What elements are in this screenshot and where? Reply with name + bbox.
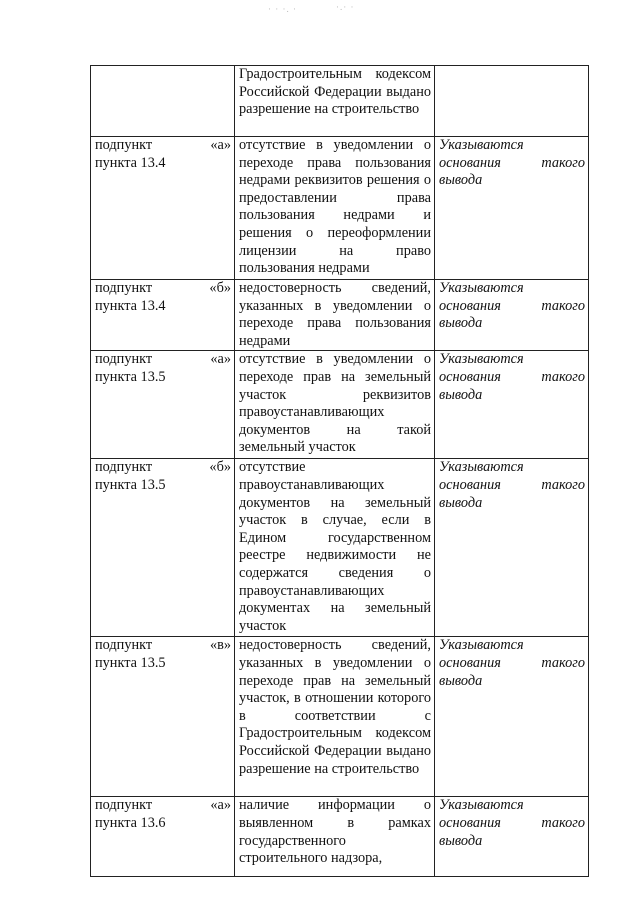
ref-line	[95, 280, 231, 298]
table-row	[91, 351, 589, 459]
text-cell	[235, 637, 435, 797]
reason-text	[439, 351, 585, 404]
reason-text	[439, 459, 585, 512]
ref-subpoint: подпункт	[95, 137, 153, 153]
ref-line	[95, 137, 231, 155]
ref-point: пункта 13.5	[95, 476, 166, 493]
text-cell	[235, 137, 435, 280]
reason-text	[439, 797, 585, 850]
reason-line-1: Указываются	[439, 459, 524, 476]
ref-subpoint: подпункт	[95, 459, 153, 476]
reason-word: такого	[541, 154, 585, 171]
ref-line	[95, 637, 231, 655]
ref-cell	[91, 459, 235, 637]
reason-line-2	[439, 369, 585, 387]
reason-line-1: Указываются	[439, 280, 524, 296]
ref-subpoint: подпункт	[95, 280, 153, 296]
reason-text	[439, 137, 585, 190]
condition-text: отсутствие в уведомлении о переходе права пользования недрами реквизитов решения о предоставлении права пользования недрами и решения о переоформлении лицензии на право пользования недрами	[239, 137, 431, 277]
reason-word: такого	[541, 814, 585, 831]
reason-word: основания	[439, 814, 501, 831]
reason-word: такого	[541, 476, 585, 493]
reason-text	[439, 637, 585, 690]
reason-line-3: вывода	[439, 832, 483, 849]
reason-line-2	[439, 655, 585, 673]
table-row	[91, 137, 589, 280]
reason-word: основания	[439, 154, 501, 171]
reason-word: основания	[439, 476, 501, 493]
reason-line-2	[439, 155, 585, 173]
reason-cell	[435, 459, 589, 637]
condition-text: отсутствие в уведомлении о переходе прав на земельный участок реквизитов правоустанавливающих документов на такой земельный участок	[239, 351, 431, 456]
continuation-text: Градостроительным кодексом Российской Федерации выдано разрешение на строительство	[239, 66, 431, 118]
ref-letter: «в»	[209, 637, 231, 654]
reason-cell	[435, 280, 589, 351]
document-table	[90, 65, 589, 877]
reason-word: основания	[439, 654, 501, 671]
reason-line-2	[439, 815, 585, 833]
reason-cell	[435, 351, 589, 459]
reason-line-3: вывода	[439, 172, 483, 189]
ref-cell	[91, 637, 235, 797]
reason-line-1: Указываются	[439, 637, 524, 654]
text-cell	[235, 351, 435, 459]
ref-point: пункта 13.6	[95, 814, 166, 831]
scan-noise: ·.· ·	[336, 2, 355, 12]
reason-line-3: вывода	[439, 315, 483, 332]
reason-line-3: вывода	[439, 494, 483, 511]
table-row	[91, 637, 589, 797]
text-cell	[235, 66, 435, 137]
ref-cell	[91, 280, 235, 351]
ref-cell	[91, 351, 235, 459]
ref-letter: «б»	[209, 459, 231, 476]
ref-point: пункта 13.5	[95, 654, 166, 671]
reason-word: такого	[541, 368, 585, 385]
reason-word: основания	[439, 368, 501, 385]
ref-letter: «б»	[209, 280, 231, 296]
ref-subpoint: подпункт	[95, 797, 153, 814]
text-cell	[235, 280, 435, 351]
table-row-continuation	[91, 66, 589, 137]
table-row	[91, 280, 589, 351]
ref-cell	[91, 66, 235, 137]
reason-cell	[435, 637, 589, 797]
ref-letter: «а»	[210, 137, 231, 153]
reason-line-3: вывода	[439, 386, 483, 403]
reason-cell	[435, 797, 589, 877]
reason-cell	[435, 137, 589, 280]
ref-subpoint: подпункт	[95, 637, 153, 654]
scan-noise: · · ·. ·	[268, 4, 297, 14]
ref-point: пункта 13.4	[95, 297, 166, 314]
ref-subpoint: подпункт	[95, 351, 153, 368]
reason-word: основания	[439, 297, 501, 314]
ref-point: пункта 13.4	[95, 154, 166, 171]
ref-line	[95, 351, 231, 369]
condition-text: отсутствие правоустанавливающих документов на земельный участок в случае, если в Едином государственном реестре недвижимости не содержатся сведения о правоустанавливающих документах на земельный участок	[239, 459, 431, 634]
reason-cell	[435, 66, 589, 137]
reason-line-3: вывода	[439, 672, 483, 689]
condition-text: недостоверность сведений, указанных в уведомлении о переходе права пользования недрами	[239, 280, 431, 349]
reason-line-1: Указываются	[439, 351, 524, 368]
text-cell	[235, 459, 435, 637]
reason-line-1: Указываются	[439, 137, 524, 153]
ref-line	[95, 797, 231, 815]
table-row	[91, 459, 589, 637]
reason-line-1: Указываются	[439, 797, 524, 814]
reason-word: такого	[541, 297, 585, 314]
condition-text: недостоверность сведений, указанных в уведомлении о переходе прав на земельный участок, в отношении которого в соответствии с Градостроительным кодексом Российской Федерации выдано разрешение на строительство	[239, 637, 431, 777]
condition-text: наличие информации о выявленном в рамках государственного строительного надзора,	[239, 797, 431, 867]
reason-text	[439, 280, 585, 333]
ref-cell	[91, 137, 235, 280]
ref-letter: «а»	[210, 797, 231, 814]
text-cell	[235, 797, 435, 877]
ref-cell	[91, 797, 235, 877]
reason-line-2	[439, 298, 585, 316]
reason-line-2	[439, 477, 585, 495]
reason-word: такого	[541, 654, 585, 671]
table-row	[91, 797, 589, 877]
ref-point: пункта 13.5	[95, 368, 166, 385]
ref-letter: «а»	[210, 351, 231, 368]
ref-line	[95, 459, 231, 477]
